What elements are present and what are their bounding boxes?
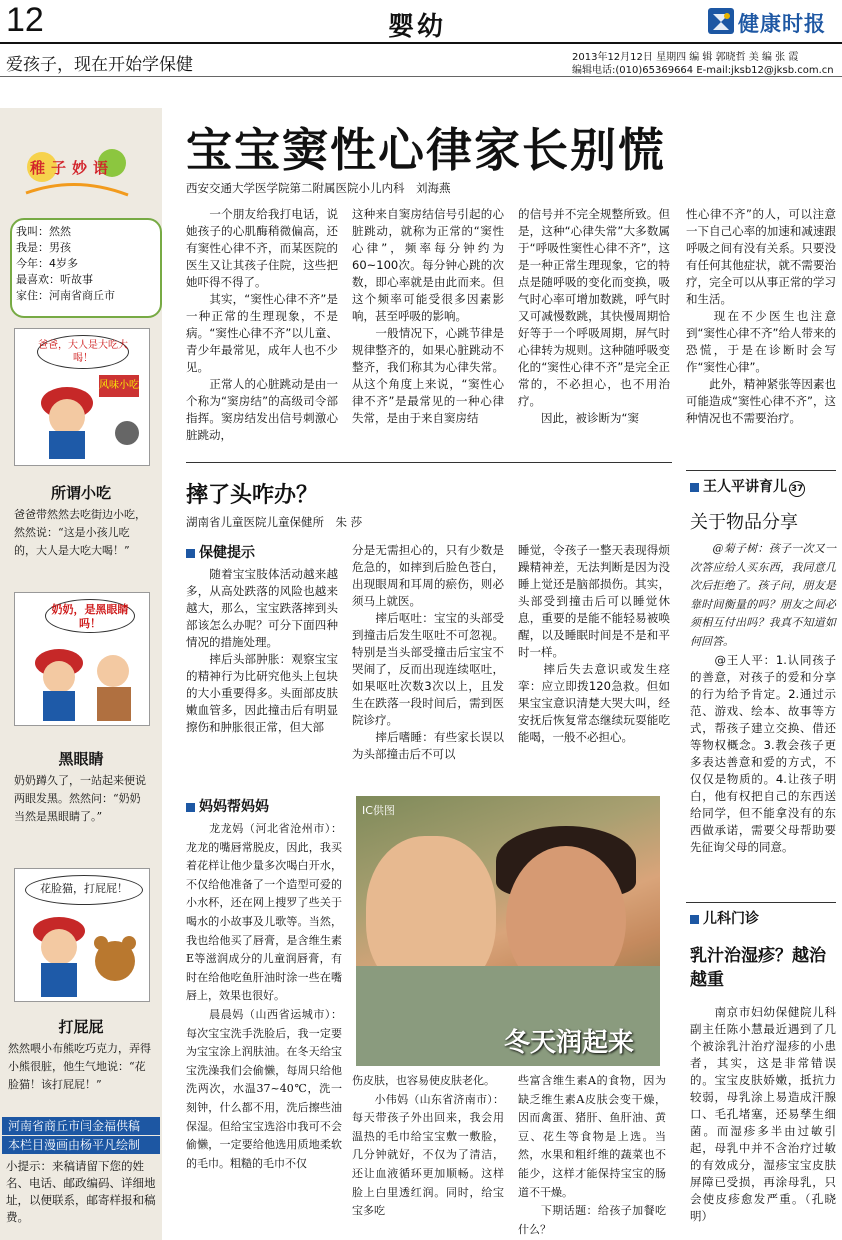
square-bullet-icon	[690, 915, 699, 924]
main-byline: 西安交通大学医学院第二附属医院小儿内科 刘海燕	[186, 181, 451, 195]
fall-article-col-3: 睡觉，令孩子一整天表现得烦躁精神差，无法判断是因为没睡上觉还是脑部损伤。其实，头部受到撞击后可以睡觉休息，重要的是能不能轻易被唤醒，以及睡眠时间是不是和平时一样。 摔后失去意识或发生痉挛：应立即拨120急救。但如果宝宝意识清楚大哭大叫，经安抚后恢复常态继续玩耍能吃能喝，一般不必担心。	[518, 543, 670, 744]
child-teddy-illustration	[23, 909, 143, 999]
fall-article-col-1: 随着宝宝肢体活动越来越多，从高处跌落的风险也越来越大，那么，宝宝跌落摔到头部该怎么办呢？可分下面四种情况的措施处理。 摔后头部肿胀：观察宝宝的精神行为比研究他头上包块的大小重要得多。头面部皮肤嫩血管多，因此撞击后有明显擦伤和肿胀很正常，但大部	[186, 567, 338, 734]
share-subhead-label: 王人平讲育儿	[703, 479, 787, 495]
masthead-bottom-rule	[0, 76, 842, 77]
grandma-child-illustration	[23, 637, 143, 723]
fall-subhead	[186, 542, 255, 562]
main-article-col-4: 性心律不齐”的人，可以注意一下自己心率的加速和减速跟呼吸之间有没有关系。只要没有任何其他症状，就不需要治疗，完全可以从事正常的学习和生活。 现在不少医生也注意到“窦性心律不齐”给人带来的恐慌，于是在诊断时会写作“窦性心律”。 此外，精神紧张等因素也可能造成“窦性心律不齐”，这种情况也不需要治疗。	[686, 207, 836, 425]
photo-caption: 冬天润起来	[504, 1028, 635, 1058]
strip-2-text: 奶奶蹲久了，一站起来便说两眼发黑。然然问：“奶奶当然是黑眼睛了。”	[14, 774, 146, 823]
mom-article-col-1: 龙龙妈（河北省沧州市）：龙龙的嘴唇常脱皮，因此，我买着花样让他少量多次喝白开水，不仅给他准备了一个造型可爱的小水杯，还在网上搜罗了些关于喝水的小故事及儿歌等。当然，我也给他买了唇膏，是含维生素E等滋润成分的儿童润唇膏，有时在给他吃鱼肝油时涂一些在嘴唇上，效果也很好。 晨晨妈（山西省运城市）：每次宝宝洗手洗脸后，我一定要为宝宝涂上润肤油。在冬天给宝宝洗澡我们会偷懒，每周只给他洗两次，水温37~40℃，洗一刻钟，什么都不用，洗后擦些油保湿。但给宝宝选浴巾我可不会偷懒，一定要给他选用质地柔软的毛巾。粗糙的毛巾不仅	[186, 822, 342, 1170]
mom-article-col-2: 伤皮肤，也容易使皮肤老化。 小伟妈（山东省济南市）：每天带孩子外出回来，我会用温热的毛巾给宝宝敷一敷脸，几分钟就好，不仅为了清洁，还让血液循环更加顺畅。这样脸上白里透红润。同时，给宝宝多吃	[352, 1074, 504, 1218]
father-child-photo	[356, 796, 660, 1066]
paper-logo	[708, 6, 838, 36]
cartoon-strip-2	[14, 592, 150, 726]
illustrator-credit: 本栏目漫画由杨平凡绘制	[2, 1136, 160, 1154]
square-bullet-icon	[186, 549, 195, 558]
speech-bubble: 奶奶，是黑眼睛吗！	[45, 599, 135, 633]
child-profile-card	[10, 218, 162, 318]
strip-3-text: 然然喂小布熊吃巧克力，弄得小熊很脏，他生气地说：“花脸猫！该打屁屁！”	[8, 1042, 151, 1091]
paper-logo-icon	[708, 8, 734, 34]
clinic-rule	[686, 902, 836, 903]
main-headline: 宝宝窦性心律家长别慌	[186, 123, 666, 177]
clinic-subhead-label: 儿科门诊	[703, 911, 759, 927]
masthead-rule	[0, 42, 842, 44]
page-number: 12	[6, 1, 44, 39]
square-bullet-icon	[186, 803, 195, 812]
share-column-rule	[686, 470, 836, 471]
column-logo-text: 稚子妙语	[30, 159, 115, 177]
mom-subhead-label: 妈妈帮妈妈	[199, 799, 269, 815]
main-article-col-2: 这种来自窦房结信号引起的心脏跳动，就称为正常的“窦性心律”，频率每分钟约为60~100次。每分钟心跳的次数，即心率就是由此而来。但这个频率可能受很多因素影响，甚至呼吸的影响。 一般情况下，心跳节律是规律整齐的，如果心脏跳动不整齐，我们称其为心律失常。从这个角度上来说，“窦性心律不齐”是最常见的一种心律失常，是由于来自窦房结	[352, 207, 504, 425]
share-subhead	[690, 476, 805, 497]
fall-article-col-2: 分是无需担心的，只有少数是危急的，如摔到后脸色苍白，出现眼周和耳周的瘀伤，则必须马上就医。 摔后呕吐：宝宝的头部受到撞击后发生呕吐不可忽视。特别是当头部受撞击后宝宝不哭闹了，反而出现连续呕吐，如果呕吐次数3次以上，且发生在跌落一段时间后，需到医院诊疗。 摔后嗜睡：有些家长误以为头部撞击后不可以	[352, 543, 504, 761]
clinic-subhead	[690, 908, 759, 928]
issue-number-badge: 37	[789, 481, 805, 497]
profile-home: 家住：河南省商丘市	[16, 289, 115, 302]
square-bullet-icon	[690, 483, 699, 492]
photo-credit: IC供图	[362, 804, 395, 817]
mom-article-col-3: 些富含维生素A的食物，因为缺乏维生素A皮肤会变干燥，因而禽蛋、猪肝、鱼肝油、黄豆、花生等食物是上选。当然，水果和粗纤维的蔬菜也不能少，这样才能保持宝宝的肠道不干燥。 下期话题：给孩子加餐吃什么？	[518, 1074, 666, 1236]
profile-age: 今年：4岁多	[16, 257, 78, 270]
strip-1-text: 爸爸带然然去吃街边小吃，然然说：“这是小孩儿吃的，大人是大吃大喝！”	[14, 508, 146, 557]
main-article-col-1: 一个朋友给我打电话，说她孩子的心肌酶稍微偏高，还有窦性心律不齐，而某医院的医生又让其孩子住院，这些把她吓得不得了。 其实，“窦性心律不齐”是一种正常的生理现象，不是病。“窦性心律不齐”以儿童、青少年最常见，成年人也不少见。 正常人的心脏跳动是由一个称为“窦房结”的高级司令部指挥。窦房结发出信号刺激心脏跳动，	[186, 207, 338, 442]
submission-tip: 小提示：来稿请留下您的姓名、电话、邮政编码、详细地址，以便联系，邮寄样报和稿费。	[6, 1159, 156, 1224]
profile-hobby: 最喜欢：听故事	[16, 273, 93, 286]
strip-2-title: 黑眼睛	[58, 750, 104, 768]
cartoon-strip-3	[14, 868, 150, 1002]
column-logo	[16, 145, 136, 205]
strip-1-title: 所谓小吃	[50, 484, 111, 502]
main-article-rule	[186, 462, 672, 463]
contributor-credit: 河南省商丘市闫金福供稿	[2, 1117, 160, 1135]
fall-byline: 湖南省儿童医院儿童保健所 朱 莎	[186, 515, 363, 529]
speech-bubble: 花脸猫，打屁屁！	[25, 875, 143, 905]
fall-headline: 摔了头咋办？	[186, 482, 319, 508]
share-headline: 关于物品分享	[690, 512, 798, 533]
editor-contact: 编辑电话:(010)65369664 E-mail:jksb12@jksb.com.cn	[572, 65, 834, 76]
snack-sign: 风味小吃	[99, 375, 139, 397]
profile-name: 我叫：然然	[16, 225, 71, 238]
share-answer: @王人平：1.认同孩子的善意，对孩子的爱和分享的行为给予肯定。2.通过示范、游戏、绘本、故事等方式，帮孩子建立交换、借还等物权概念。3.教会孩子更多表达善意和爱的方式，不仅仅是物质的。4.让孩子明白，他有权把自己的东西送给同学，但不能拿没有的东西做承诺，需要父母帮助要先征询父母的同意。	[690, 653, 836, 854]
paper-name: 健康时报	[738, 11, 826, 36]
issue-date-editors: 2013年12月12日 星期四 编 辑 郭晓哲 美 编 张 霞	[572, 52, 799, 63]
speech-bubble: 爸爸，大人是大吃大喝！	[37, 335, 129, 369]
mom-subhead	[186, 796, 269, 816]
clinic-article: 南京市妇幼保健院儿科副主任陈小慧最近遇到了几个被涂乳汁治疗湿疹的小患者，其实，这是非常错误的。宝宝皮肤娇嫩，抵抗力较弱，母乳涂上易造成汗腺口、毛孔堵塞，还易孳生细菌。而湿疹多半由过敏引起，母乳中并不含治疗过敏的有效成分，湿疹宝宝皮肤屏障已受损，再涂母乳，只会使皮疹愈发严重。（孔晓明）	[690, 1005, 836, 1223]
section-title: 婴幼	[388, 12, 447, 42]
fall-subhead-label: 保健提示	[199, 545, 255, 561]
profile-gender: 我是：男孩	[16, 241, 71, 254]
cartoon-strip-1	[14, 328, 150, 466]
child-eating-illustration	[23, 373, 143, 461]
section-motto: 爱孩子，现在开始学保健	[6, 55, 193, 75]
strip-3-title: 打屁屁	[58, 1018, 104, 1036]
clinic-headline: 乳汁治湿疹？越治越重	[690, 946, 826, 990]
share-question: @菊子树：孩子一次又一次答应给人买东西，我同意几次后拒绝了。孩子问，朋友是靠时间衡量的吗？朋友之间必须相互付出吗？我真不知道如何回答。	[690, 542, 836, 648]
main-article-col-3: 的信号并不完全规整所致。但是，这种“心律失常”大多数属于“呼吸性窦性心律不齐”，这是一种正常生理现象，它的特点是随呼吸的变化而变换，吸气时心率可增加数跳，呼气时又可减慢数跳，其快慢周期恰好等于一个呼吸周期，屏气时心律转为规则。这种随呼吸变化的“窦性心律不齐”是完全正常的，不必担心，也不用治疗。 因此，被诊断为“窦	[518, 207, 670, 425]
